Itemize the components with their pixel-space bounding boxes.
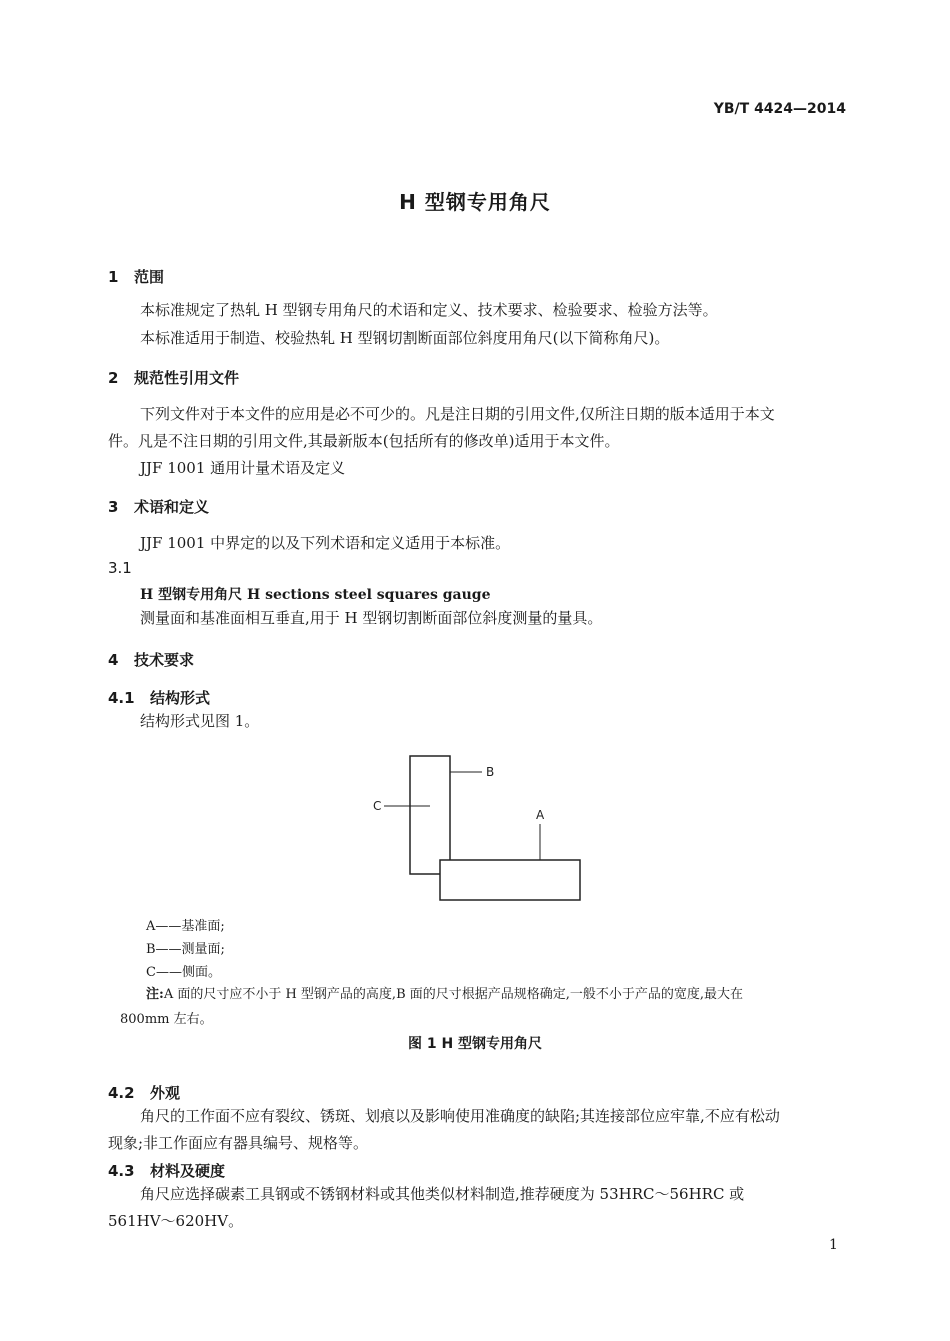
note-prefix: 注: xyxy=(146,987,164,1002)
paragraph: 件。凡是不注日期的引用文件,其最新版本(包括所有的修改单)适用于本文件。 xyxy=(108,432,620,450)
paragraph: 结构形式见图 1。 xyxy=(140,712,260,730)
subsection-title: 结构形式 xyxy=(150,689,211,707)
section-2-heading xyxy=(108,367,239,388)
reference-item: JJF 1001 通用计量术语及定义 xyxy=(140,459,346,477)
subsection-4-2-heading xyxy=(108,1082,180,1103)
section-number: 4 xyxy=(108,651,119,669)
section-3-heading xyxy=(108,496,209,517)
page-number: 1 xyxy=(829,1237,838,1253)
figure-note xyxy=(120,982,845,1032)
subsection-number: 4.2 xyxy=(108,1084,135,1102)
section-title: 技术要求 xyxy=(134,651,195,669)
subsection-title: 材料及硬度 xyxy=(150,1162,226,1180)
label-c: C xyxy=(373,799,382,813)
paragraph: 561HV～620HV。 xyxy=(108,1212,244,1230)
vertical-arm xyxy=(410,756,450,874)
subsection-4-3-heading xyxy=(108,1160,225,1181)
paragraph: 角尺应选择碳素工具钢或不锈钢材料或其他类似材料制造,推荐硬度为 53HRC～56HRC 或 xyxy=(140,1185,745,1203)
section-number: 1 xyxy=(108,268,119,286)
paragraph: 本标准适用于制造、校验热轧 H 型钢切割断面部位斜度用角尺(以下简称角尺)。 xyxy=(140,329,670,347)
section-title: 规范性引用文件 xyxy=(134,369,240,387)
legend-c: C——侧面。 xyxy=(146,965,221,980)
subsection-number: 4.3 xyxy=(108,1162,135,1180)
paragraph: 本标准规定了热轧 H 型钢专用角尺的术语和定义、技术要求、检验要求、检验方法等。 xyxy=(140,301,718,319)
subsection-number: 4.1 xyxy=(108,689,135,707)
section-4-heading xyxy=(108,649,194,670)
figure-1-diagram xyxy=(0,740,950,910)
paragraph: 角尺的工作面不应有裂纹、锈斑、划痕以及影响使用准确度的缺陷;其连接部位应牢靠,不应有松动 xyxy=(140,1107,780,1125)
term-entry: H 型钢专用角尺 H sections steel squares gauge xyxy=(140,587,491,603)
term-definition: 测量面和基准面相互垂直,用于 H 型钢切割断面部位斜度测量的量具。 xyxy=(140,609,603,627)
subsection-title: 外观 xyxy=(150,1084,181,1102)
label-b: B xyxy=(486,765,495,779)
section-title: 术语和定义 xyxy=(134,498,210,516)
note-text: A 面的尺寸应不小于 H 型钢产品的高度,B 面的尺寸根据产品规格确定,一般不小于产品的宽度,最大在 xyxy=(163,987,744,1002)
paragraph: JJF 1001 中界定的以及下列术语和定义适用于本标准。 xyxy=(140,534,511,552)
section-1-heading xyxy=(108,266,164,287)
section-number: 3 xyxy=(108,498,119,516)
paragraph: 现象;非工作面应有器具编号、规格等。 xyxy=(108,1134,369,1152)
subsection-number: 3.1 xyxy=(108,559,132,577)
legend-a: A——基准面; xyxy=(146,919,225,934)
section-title: 范围 xyxy=(134,268,165,286)
page-title: H 型钢专用角尺 xyxy=(399,190,551,214)
label-a: A xyxy=(536,808,545,822)
figure-caption: 图 1 H 型钢专用角尺 xyxy=(407,1036,543,1052)
note-text-2: 800mm 左右。 xyxy=(120,1012,213,1027)
paragraph: 下列文件对于本文件的应用是必不可少的。凡是注日期的引用文件,仅所注日期的版本适用于本文 xyxy=(140,405,775,423)
legend-b: B——测量面; xyxy=(146,942,225,957)
section-number: 2 xyxy=(108,369,119,387)
horizontal-base xyxy=(440,860,580,900)
subsection-4-1-heading xyxy=(108,687,210,708)
standard-number: YB/T 4424—2014 xyxy=(713,101,846,117)
